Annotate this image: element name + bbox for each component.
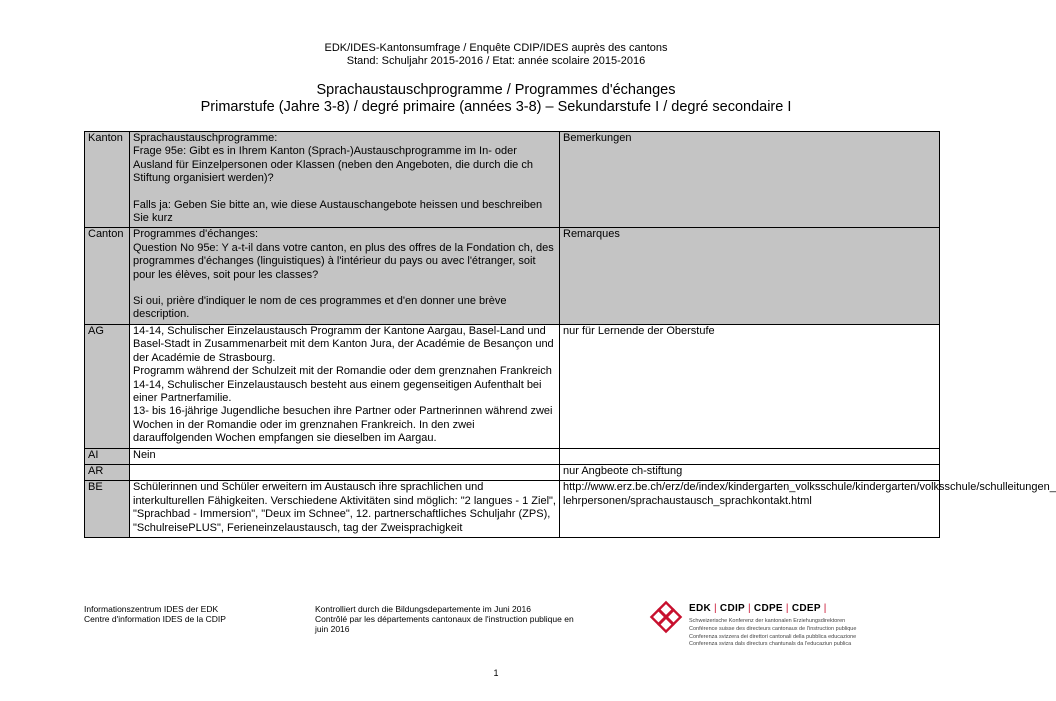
remark-link[interactable]: http://www.erz.be.ch/erz/de/index/kindergarten_volksschule/kindergarten/volksschule/schulleitungen_ lehrpersonen/sprachaustausch_sprachkontakt.html — [560, 481, 940, 538]
table-row-be — [85, 481, 940, 538]
page-number: 1 — [493, 668, 499, 678]
footer-org-de: Informationszentrum IDES der EDK — [84, 604, 219, 614]
logo-cdpe: CDPE — [753, 603, 783, 614]
kanton-header: Kanton — [85, 132, 130, 228]
question-text-fr: Question No 95e: Y a-t-il dans votre canton, en plus des offres de la Fondation ch, des programmes d'échanges (linguistiques) à l'intérieur du pays ou avec l'étranger, soit pour les élèves, soit pour les classes? — [133, 241, 554, 281]
table-row-ai — [85, 448, 940, 464]
document-title — [0, 82, 992, 116]
table-header-fr — [85, 228, 940, 324]
footer-verified-fr: Contrôlé par les départements cantonaux de l'instruction publique en juin 2016 — [315, 614, 574, 634]
canton-code: AR — [85, 464, 130, 480]
logo-separator: | — [748, 603, 751, 614]
title-line-1: Sprachaustauschprogramme / Programmes d'échanges — [316, 82, 676, 98]
question-note-fr: Si oui, prière d'indiquer le nom de ces programmes et d'en donner une brève description. — [133, 295, 507, 321]
logo-separator: | — [785, 603, 789, 614]
canton-code: AG — [85, 324, 130, 448]
paragraph: 13- bis 16-jährige Jugendliche besuchen ihre Partner oder Partnerinnen während zwei Wochen in der Romandie oder im grenznahen Frankreich. In den zwei darauffolgenden Wochen empfangen sie dieselben im Aargau. — [133, 405, 553, 445]
question-label-fr: Programmes d'échanges: — [133, 228, 258, 241]
question-cell-fr — [130, 228, 560, 324]
program-description — [130, 324, 560, 448]
canton-code: AI — [85, 448, 130, 464]
program-description: Nein — [130, 448, 560, 464]
header-line-1: EDK/IDES-Kantonsumfrage / Enquête CDIP/IDES auprès des cantons — [324, 42, 668, 54]
document-header — [0, 42, 992, 68]
logo-sub-it: Conferenza svizzera dei direttori cantonali della pubblica educazione — [689, 633, 857, 640]
question-label-de: Sprachaustauschprogramme: — [133, 132, 278, 144]
remark-cell — [560, 448, 940, 464]
program-description — [130, 464, 560, 480]
paragraph: 14-14, Schulischer Einzelaustausch Programm der Kantone Aargau, Basel-Land und Basel-Stadt in Zusammenarbeit mit dem Kanton Jura, der Académie de Besançon und der Académie de Strasbourg. — [133, 324, 554, 364]
paragraph: Programm während der Schulzeit mit der Romandie oder dem grenznahen Frankreich 14-14, Schulischer Einzelaustausch besteht aus einem gegenseitigen Aufenthalt bei einer Partnerfamilie. — [133, 365, 552, 404]
logo-sub-rm: Conferenza svizra dals directurs chantunals da l'educaziun publica — [689, 641, 852, 648]
canton-code: BE — [85, 481, 130, 538]
canton-header: Canton — [85, 228, 130, 324]
question-note-de: Falls ja: Geben Sie bitte an, wie diese Austauschangebote heissen und beschreiben Sie kurz — [133, 198, 543, 225]
table-row-ag — [85, 324, 940, 448]
footer-verified-de: Kontrolliert durch die Bildungsdepartemente im Juni 2016 — [315, 604, 531, 614]
title-line-2: Primarstufe (Jahre 3-8) / degré primaire (années 3-8) – Sekundarstufe I / degré secondaire I — [200, 99, 792, 115]
footer-org-fr: Centre d'information IDES de la CDIP — [84, 614, 226, 624]
footer-verification — [315, 604, 575, 634]
question-cell-de — [130, 132, 560, 228]
remarks-header-fr: Remarques — [560, 228, 940, 324]
logo-subtitle — [689, 618, 856, 649]
logo-separator: | — [823, 603, 827, 614]
logo-wordmark — [689, 603, 830, 614]
edk-logo-mark-icon — [652, 603, 680, 631]
table-header-de — [85, 132, 940, 228]
logo-cdip: CDIP — [719, 603, 746, 614]
logo-sub-de: Schweizerische Konferenz der kantonalen Erziehungsdirektoren — [689, 618, 846, 624]
logo-edk: EDK — [689, 603, 712, 614]
survey-table — [84, 131, 1056, 538]
remarks-header-de: Bemerkungen — [560, 132, 940, 228]
remark-cell: nur Angbeote ch-stiftung — [560, 464, 940, 480]
logo-separator: | — [714, 603, 717, 614]
question-text-de: Frage 95e: Gibt es in Ihrem Kanton (Sprach-)Austauschprogramme im In- oder Ausland für Einzelpersonen oder Klassen (neben den Angeboten, die durch die ch Stiftung organisiert werden)? — [133, 145, 533, 185]
header-line-2: Stand: Schuljahr 2015-2016 / Etat: année scolaire 2015-2016 — [346, 55, 646, 67]
table-row-ar — [85, 464, 940, 480]
program-description: Schülerinnen und Schüler erweitern im Austausch ihre sprachlichen und interkulturellen Fähigkeiten. Verschiedene Aktivitäten sind möglich: "2 langues - 1 Ziel", "Sprachbad - Immersion", "Deux im Schnee", 12. partnerschaftliches Schuljahr (ZPS), "SchulreisePLUS", Ferieneinzelaustausch, tag der Zweisprachigkeit — [130, 481, 560, 538]
footer-organization — [84, 604, 226, 624]
remark-cell: nur für Lernende der Oberstufe — [560, 324, 940, 448]
logo-cdep: CDEP — [791, 603, 821, 614]
logo-sub-fr: Conférence suisse des directeurs cantonaux de l'instruction publique — [689, 625, 857, 632]
